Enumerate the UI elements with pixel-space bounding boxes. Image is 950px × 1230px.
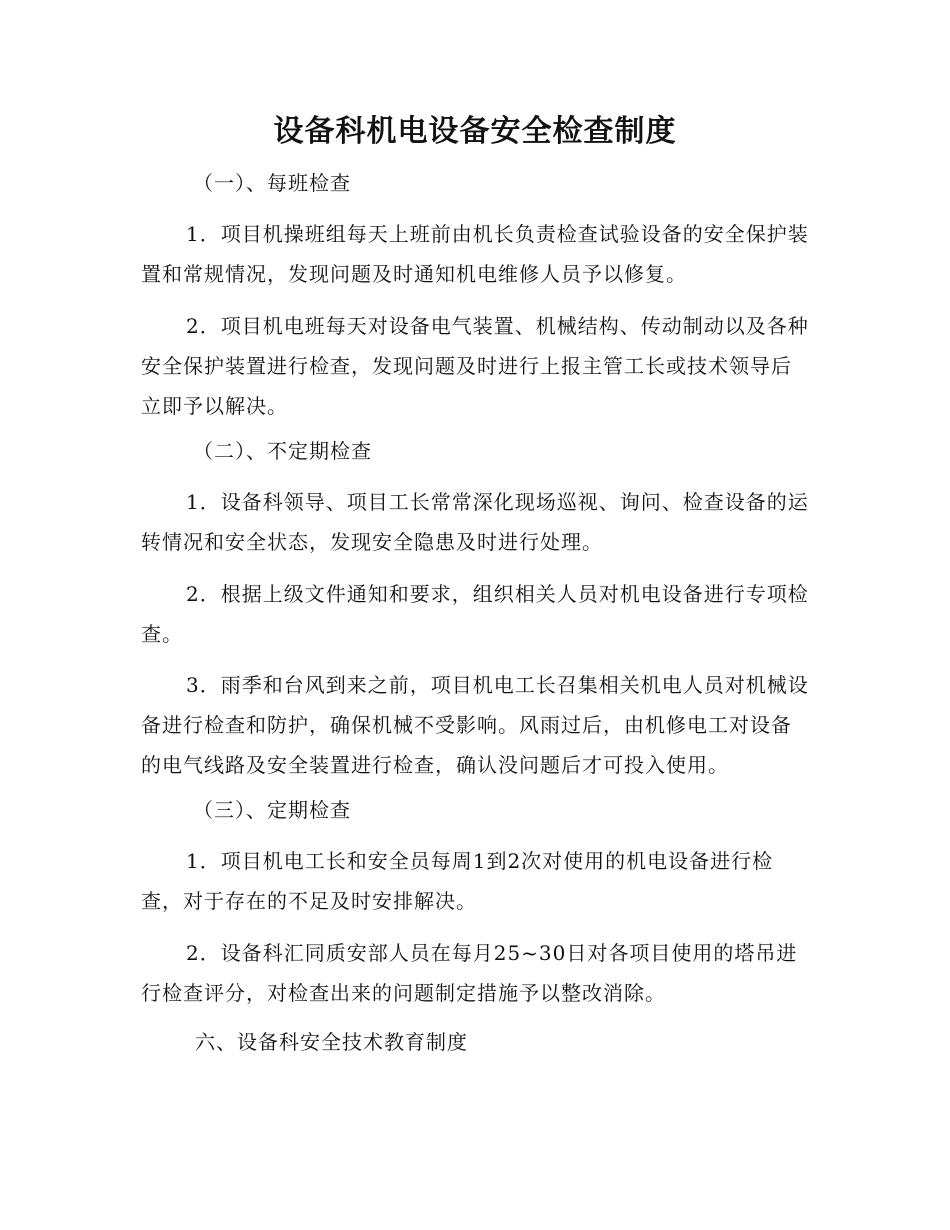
section-heading-2: （二）、不定期检查: [193, 439, 372, 463]
paragraph: 2．根据上级文件通知和要求，组织相关人员对机电设备进行专项检查。: [141, 582, 809, 646]
paragraph: 1．设备科领导、项目工长常常深化现场巡视、询问、检查设备的运转情况和安全状态，发现安全隐患及时进行处理。: [141, 490, 809, 554]
paragraph: 1．项目机操班组每天上班前由机长负责检查试验设备的安全保护装置和常规情况，发现问题及时通知机电维修人员予以修复。: [141, 222, 809, 286]
paragraph: 2．设备科汇同质安部人员在每月25~30日对各项目使用的塔吊进行检查评分，对检查出来的问题制定措施予以整改消除。: [141, 941, 798, 1005]
paragraph: 3．雨季和台风到来之前，项目机电工长召集相关机电人员对机械设备进行检查和防护，确保机械不受影响。风雨过后，由机修电工对设备的电气线路及安全装置进行检查，确认没问题后才可投入使用。: [141, 673, 809, 777]
section-heading-3: （三）、定期检查: [193, 798, 351, 822]
document-title: 设备科机电设备安全检查制度: [273, 114, 677, 149]
section-heading-1: （一）、每班检查: [193, 171, 351, 195]
paragraph: 1．项目机电工长和安全员每周1到2次对使用的机电设备进行检查，对于存在的不足及时安排解决。: [141, 849, 774, 913]
next-section-heading: 六、设备科安全技术教育制度: [195, 1030, 468, 1054]
paragraph: 2．项目机电班每天对设备电气装置、机械结构、传动制动以及各种安全保护装置进行检查，发现问题及时进行上报主管工长或技术领导后立即予以解决。: [141, 314, 809, 418]
